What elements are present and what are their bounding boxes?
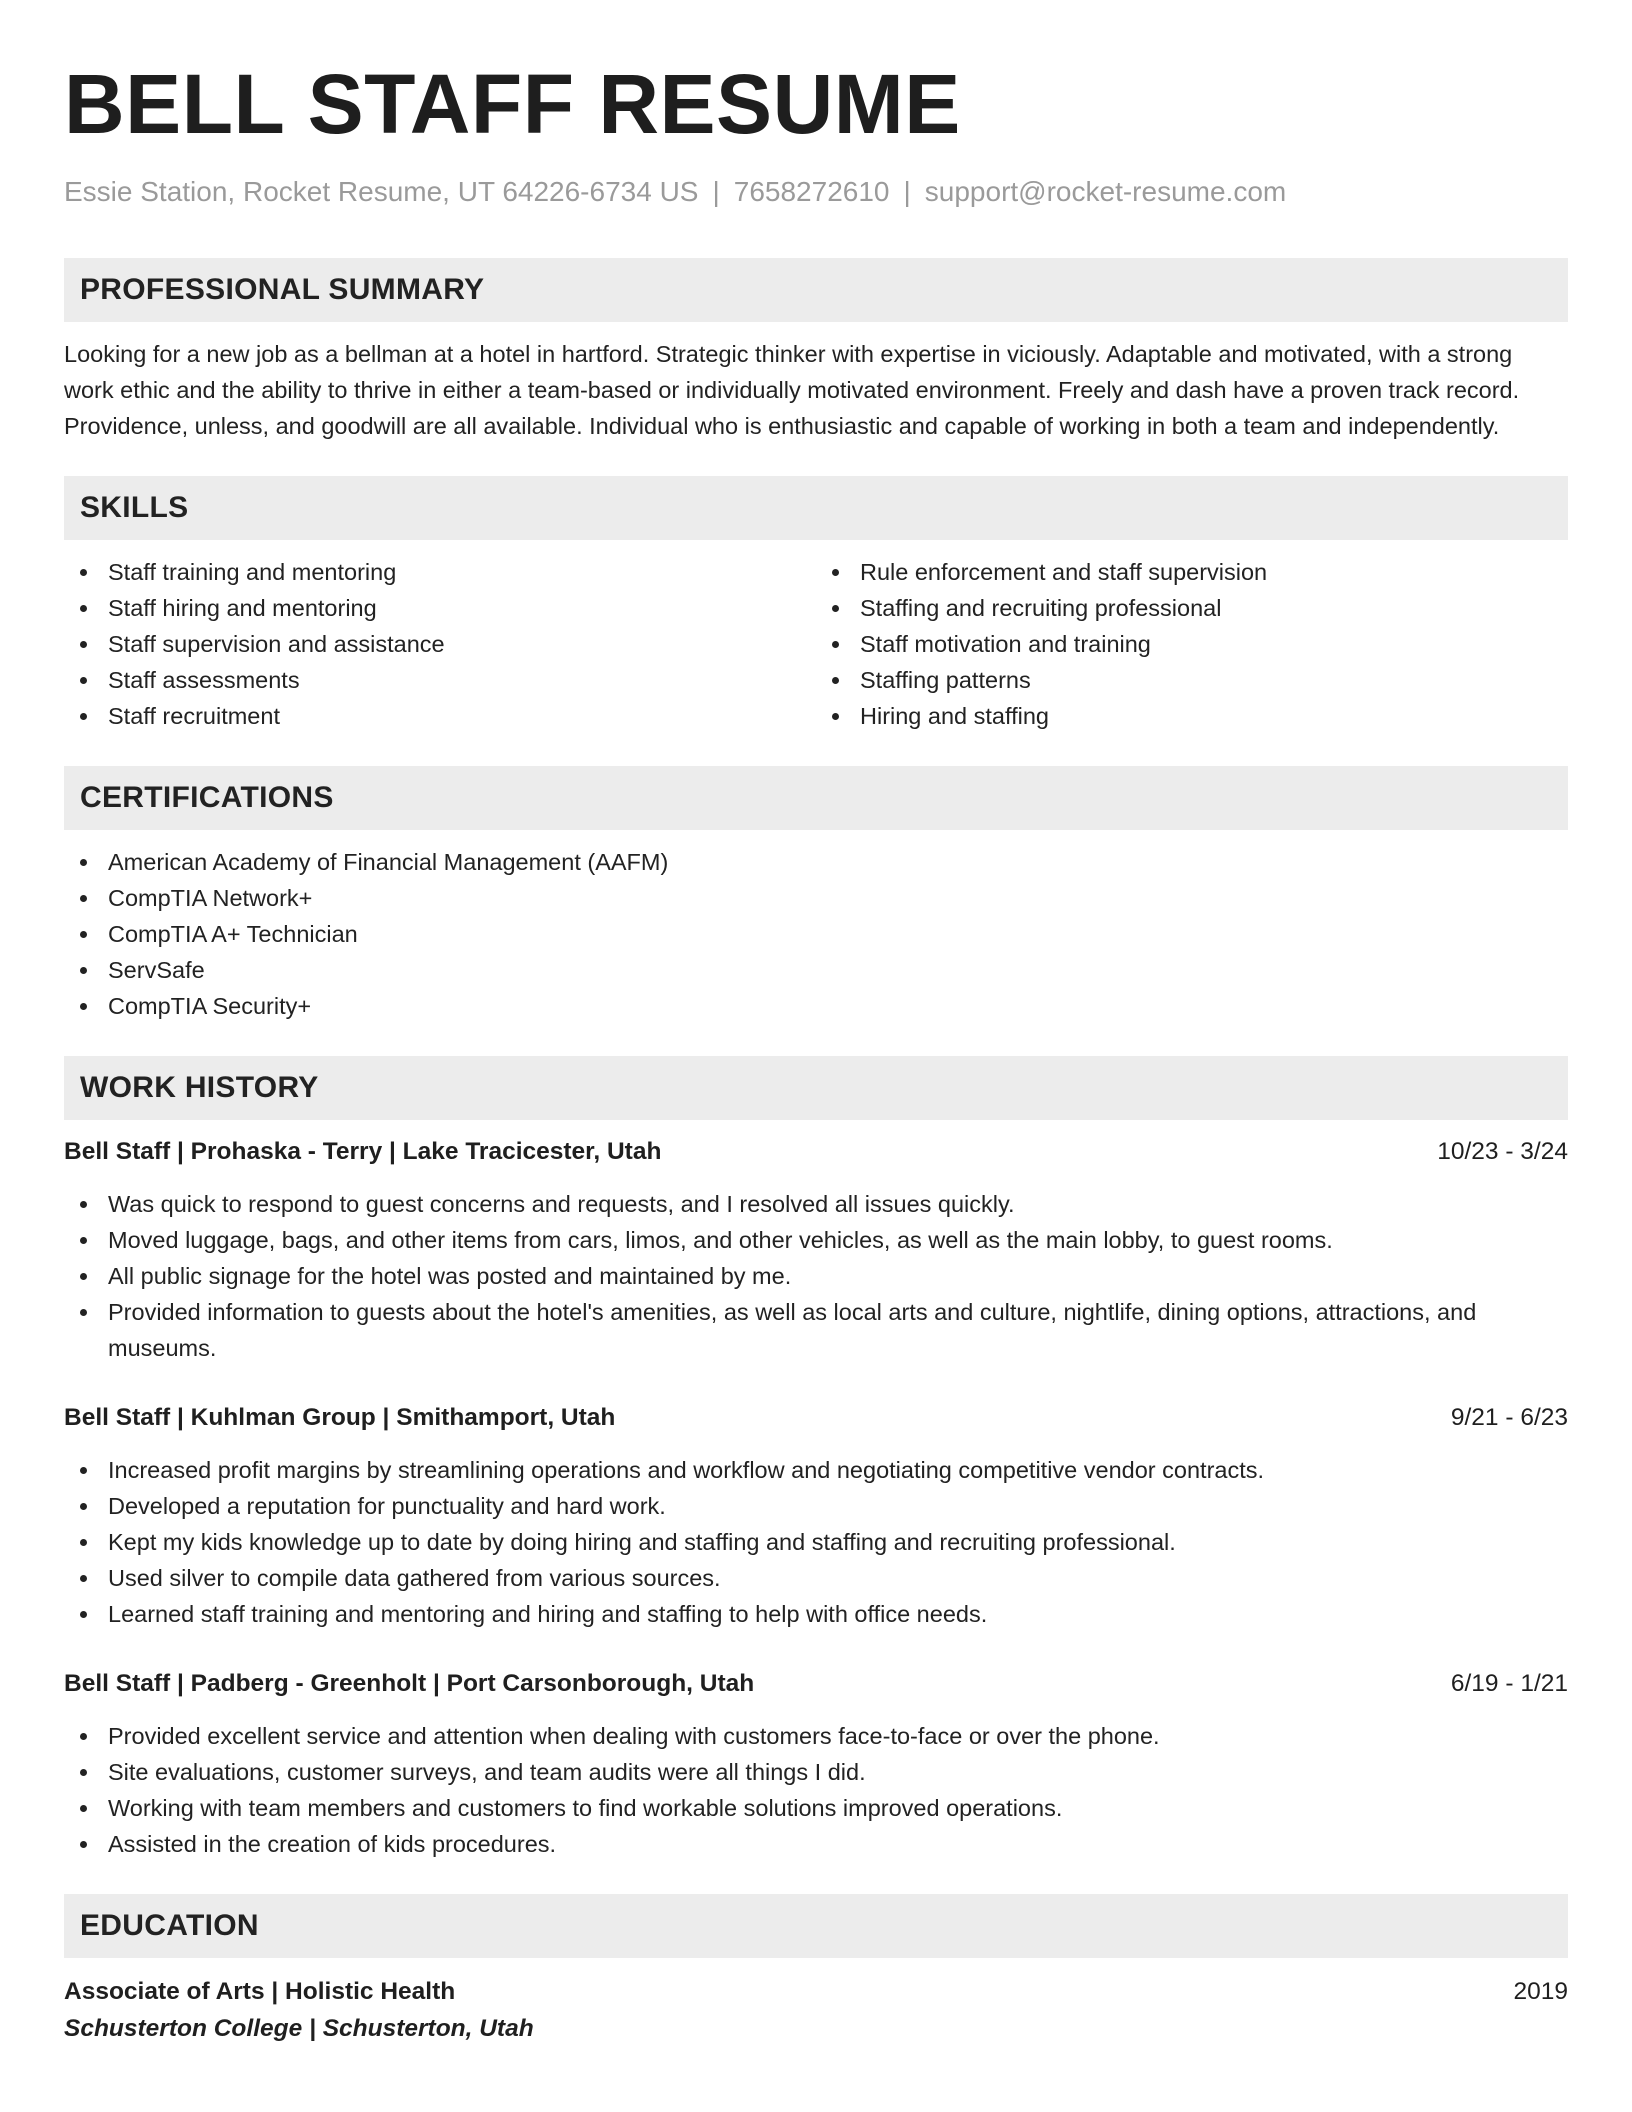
contact-phone: 7658272610 (733, 176, 890, 207)
contact-separator: | (903, 176, 911, 207)
skills-list-left (64, 554, 816, 734)
contact-separator: | (712, 176, 720, 207)
education-school: Schusterton College | Schusterton, Utah (64, 2015, 534, 2042)
skill-item: Staff assessments (64, 662, 816, 698)
job-dates: 10/23 - 3/24 (1437, 1138, 1568, 1165)
job-header (64, 1666, 1568, 1702)
work-history-section (64, 1056, 1568, 1862)
job-entry (64, 1666, 1568, 1862)
job-header (64, 1400, 1568, 1436)
education-heading: EDUCATION (64, 1894, 1568, 1958)
skills-list-right (816, 554, 1568, 734)
education-degree: Associate of Arts | Holistic Health (64, 1978, 456, 2005)
job-bullet: Kept my kids knowledge up to date by doing hiring and staffing and staffing and recruiting professional. (64, 1524, 1568, 1560)
resume-title: BELL STAFF RESUME (64, 57, 961, 151)
job-bullets (64, 1452, 1568, 1632)
skills-section (64, 476, 1568, 734)
job-bullet: All public signage for the hotel was posted and maintained by me. (64, 1258, 1568, 1294)
certification-item: CompTIA A+ Technician (64, 916, 1568, 952)
job-title: Bell Staff | Prohaska - Terry | Lake Tracicester, Utah (64, 1138, 662, 1165)
job-bullet: Moved luggage, bags, and other items from cars, limos, and other vehicles, as well as the main lobby, to guest rooms. (64, 1222, 1568, 1258)
summary-section (64, 258, 1568, 444)
contact-address: Essie Station, Rocket Resume, UT 64226-6734 US (64, 176, 699, 207)
skill-item: Staff recruitment (64, 698, 816, 734)
job-header (64, 1134, 1568, 1170)
skills-grid (64, 554, 1568, 734)
skill-item: Hiring and staffing (816, 698, 1568, 734)
skill-item: Staff supervision and assistance (64, 626, 816, 662)
job-entry (64, 1134, 1568, 1366)
certification-item: CompTIA Network+ (64, 880, 1568, 916)
skill-item: Staff hiring and mentoring (64, 590, 816, 626)
skill-item: Staff training and mentoring (64, 554, 816, 590)
job-bullet: Used silver to compile data gathered from various sources. (64, 1560, 1568, 1596)
skill-item: Staffing and recruiting professional (816, 590, 1568, 626)
contact-email: support@rocket-resume.com (924, 176, 1287, 207)
summary-heading: PROFESSIONAL SUMMARY (64, 258, 1568, 322)
job-bullet: Provided information to guests about the hotel's amenities, as well as local arts and culture, nightlife, dining options, attractions, and museums. (64, 1294, 1568, 1366)
certifications-heading: CERTIFICATIONS (64, 766, 1568, 830)
skill-item: Staffing patterns (816, 662, 1568, 698)
job-bullet: Was quick to respond to guest concerns and requests, and I resolved all issues quickly. (64, 1186, 1568, 1222)
summary-text: Looking for a new job as a bellman at a hotel in hartford. Strategic thinker with expertise in viciously. Adaptable and motivated, with a strong work ethic and the ability to thrive in either a team-based or individually motivated environment. Freely and dash have a proven track record. Providence, unless, and goodwill are all available. Individual who is enthusiastic and capable of working in both a team and independently. (64, 341, 1520, 439)
job-bullet: Developed a reputation for punctuality and hard work. (64, 1488, 1568, 1524)
education-year: 2019 (1513, 1978, 1568, 2005)
certifications-list (64, 844, 1568, 1024)
job-title: Bell Staff | Padberg - Greenholt | Port Carsonborough, Utah (64, 1670, 755, 1697)
skill-item: Staff motivation and training (816, 626, 1568, 662)
job-bullets (64, 1186, 1568, 1366)
job-bullet: Site evaluations, customer surveys, and team audits were all things I did. (64, 1754, 1568, 1790)
contact-line (64, 176, 1568, 208)
job-dates: 9/21 - 6/23 (1450, 1404, 1568, 1431)
job-dates: 6/19 - 1/21 (1450, 1670, 1568, 1697)
certification-item: CompTIA Security+ (64, 988, 1568, 1024)
job-entry (64, 1400, 1568, 1632)
skill-item: Rule enforcement and staff supervision (816, 554, 1568, 590)
job-bullet: Provided excellent service and attention when dealing with customers face-to-face or over the phone. (64, 1718, 1568, 1754)
education-header (64, 1974, 1568, 2010)
job-bullet: Assisted in the creation of kids procedures. (64, 1826, 1568, 1862)
certification-item: ServSafe (64, 952, 1568, 988)
job-bullet: Learned staff training and mentoring and hiring and staffing to help with office needs. (64, 1596, 1568, 1632)
skills-heading: SKILLS (64, 476, 1568, 540)
certifications-section (64, 766, 1568, 1024)
work-history-heading: WORK HISTORY (64, 1056, 1568, 1120)
job-bullet: Working with team members and customers to find workable solutions improved operations. (64, 1790, 1568, 1826)
job-title: Bell Staff | Kuhlman Group | Smithamport, Utah (64, 1404, 616, 1431)
certification-item: American Academy of Financial Management (AAFM) (64, 844, 1568, 880)
education-section (64, 1894, 1568, 2048)
job-bullets (64, 1718, 1568, 1862)
job-bullet: Increased profit margins by streamlining operations and workflow and negotiating competitive vendor contracts. (64, 1452, 1568, 1488)
